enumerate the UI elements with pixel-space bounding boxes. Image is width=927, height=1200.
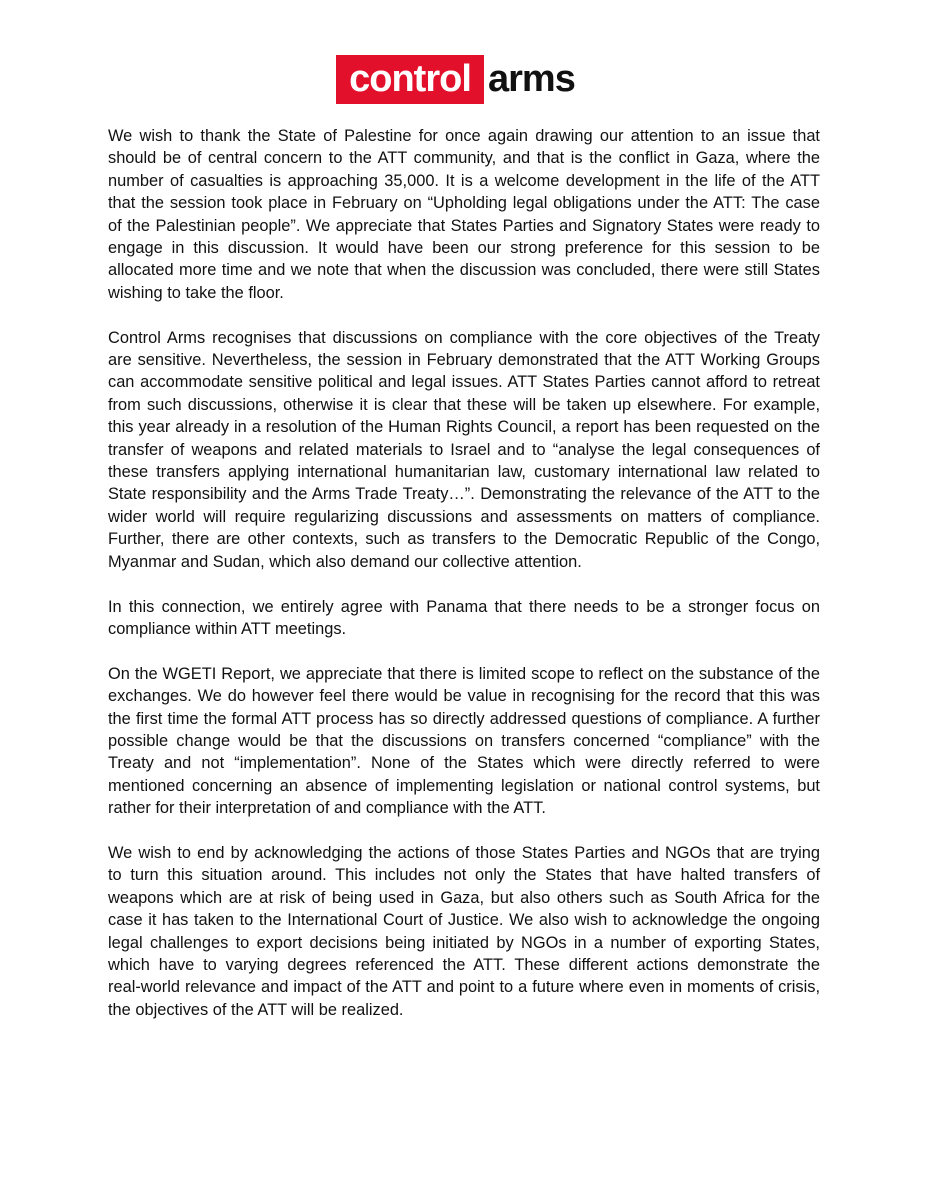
text-line: of the Palestinian people”. We appreciate that States Parties and Signatory States were ready to [108, 216, 820, 235]
text-line: We wish to end by acknowledging the actions of those States Parties and NGOs that are trying [108, 843, 820, 862]
logo-part-control: control [336, 55, 484, 104]
text-line: that the session took place in February on “Upholding legal obligations under the ATT: The case [108, 194, 820, 213]
text-line: case it has taken to the International Court of Justice. We also wish to acknowledge the ongoing [108, 911, 820, 930]
text-line: engage in this discussion. It would have been our strong preference for this session to be [108, 239, 820, 258]
text-line: can accommodate sensitive political and legal issues. ATT States Parties cannot afford to retreat [108, 373, 820, 392]
paragraph [108, 842, 820, 1021]
text-line: Control Arms recognises that discussions on compliance with the core objectives of the Treaty [108, 328, 820, 347]
logo-part-arms: arms [488, 58, 575, 100]
text-line: which have to varying degrees referenced the ATT. These different actions demonstrate the [108, 955, 820, 974]
text-line: In this connection, we entirely agree with Panama that there needs to be a stronger focus on [108, 597, 820, 616]
text-line: We wish to thank the State of Palestine for once again drawing our attention to an issue that [108, 127, 820, 145]
text-line: these transfers applying international humanitarian law, customary international law related to [108, 463, 820, 482]
text-line: should be of central concern to the ATT community, and that is the conflict in Gaza, where the [108, 149, 820, 168]
text-line: exchanges. We do however feel there would be value in recognising for the record that this was [108, 687, 820, 706]
text-line: wider world will require regularizing discussions and assessments on matters of compliance. [108, 507, 820, 526]
paragraph [108, 663, 820, 820]
text-line: rather for their interpretation of and compliance with the ATT. [108, 799, 546, 818]
document-body [108, 125, 820, 1044]
text-line: mentioned concerning an absence of implementing legislation or national control systems, but [108, 776, 820, 795]
paragraph [108, 327, 820, 573]
text-line: Myanmar and Sudan, which also demand our collective attention. [108, 552, 582, 571]
text-line: the first time the formal ATT process has so directly addressed questions of compliance. A further [108, 709, 820, 728]
paragraph [108, 596, 820, 641]
text-line: weapons which are at risk of being used in Gaza, but also others such as South Africa for the [108, 888, 820, 907]
text-line: to turn this situation around. This includes not only the States that have halted transfers of [108, 866, 820, 885]
text-line: the objectives of the ATT will be realized. [108, 1000, 404, 1019]
text-line: from such discussions, otherwise it is clear that these will be taken up elsewhere. For example, [108, 395, 820, 414]
text-line: transfer of weapons and related materials to Israel and to “analyse the legal consequences of [108, 440, 820, 459]
text-line: real-world relevance and impact of the ATT and point to a future where even in moments of crisis, [108, 978, 820, 997]
text-line: On the WGETI Report, we appreciate that there is limited scope to reflect on the substance of the [108, 664, 820, 683]
text-line: Further, there are other contexts, such as transfers to the Democratic Republic of the Congo, [108, 530, 820, 549]
text-line: State responsibility and the Arms Trade Treaty…”. Demonstrating the relevance of the ATT to the [108, 485, 820, 504]
text-line: wishing to take the floor. [108, 283, 284, 302]
text-line: legal challenges to export decisions being initiated by NGOs in a number of exporting States, [108, 933, 820, 952]
paragraph [108, 125, 820, 304]
text-line: Treaty and not “implementation”. None of the States which were directly referred to were [108, 754, 820, 773]
text-line: number of casualties is approaching 35,000. It is a welcome development in the life of the ATT [108, 171, 820, 190]
text-line: are sensitive. Nevertheless, the session in February demonstrated that the ATT Working Groups [108, 351, 820, 370]
control-arms-logo [336, 55, 575, 104]
text-line: compliance within ATT meetings. [108, 619, 347, 638]
text-line: possible change would be that the discussions on transfers concerned “compliance” with the [108, 731, 820, 750]
text-line: this year already in a resolution of the Human Rights Council, a report has been requested on the [108, 418, 820, 437]
text-line: allocated more time and we note that when the discussion was concluded, there were still States [108, 261, 820, 280]
